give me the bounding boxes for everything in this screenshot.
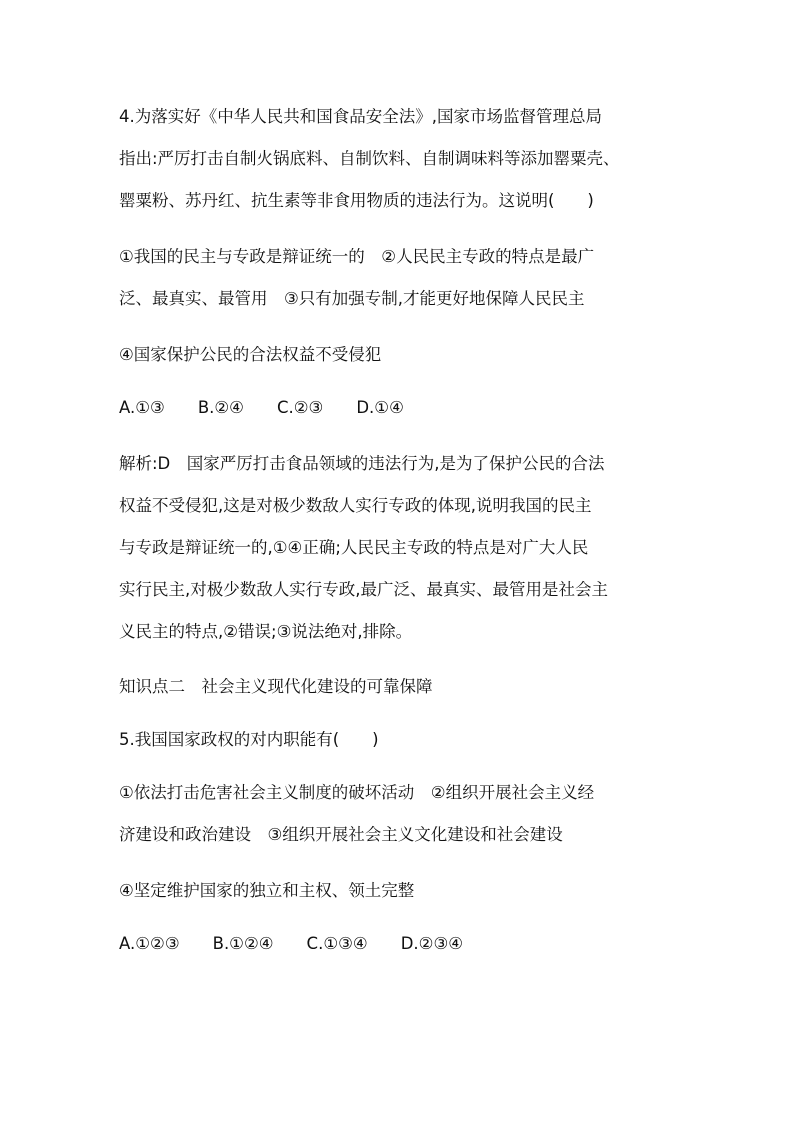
question-4-analysis-line-5: 义民主的特点,②错误;③说法绝对,排除。 <box>119 622 413 641</box>
section-heading: 知识点二 社会主义现代化建设的可靠保障 <box>119 677 433 696</box>
question-4-stem-line-1: 4.为落实好《中华人民共和国食品安全法》,国家市场监督管理总局 <box>119 107 602 126</box>
question-4-analysis-line-1: 解析:D 国家严厉打击食品领域的违法行为,是为了保护公民的合法 <box>119 454 605 473</box>
question-4-stem-line-2: 指出:严厉打击自制火锅底料、自制饮料、自制调味料等添加罂粟壳、 <box>119 149 620 168</box>
question-5-statement-line-1: ①依法打击危害社会主义制度的破坏活动 ②组织开展社会主义经 <box>119 783 595 802</box>
question-5-stem: 5.我国国家政权的对内职能有( ) <box>119 730 379 749</box>
question-4-statement-line-1: ①我国的民主与专政是辩证统一的 ②人民民主专政的特点是最广 <box>119 247 595 266</box>
question-4-analysis-line-3: 与专政是辩证统一的,①④正确;人民民主专政的特点是对广大人民 <box>119 538 589 557</box>
question-5-statement-line-2: 济建设和政治建设 ③组织开展社会主义文化建设和社会建设 <box>119 825 563 844</box>
question-5-statement-line-3: ④坚定维护国家的独立和主权、领土完整 <box>119 881 415 900</box>
question-5-options: A.①②③ B.①②④ C.①③④ D.②③④ <box>119 934 464 953</box>
question-4-stem-line-3: 罂粟粉、苏丹红、抗生素等非食用物质的违法行为。这说明( ) <box>119 191 594 210</box>
question-4-statement-line-2: 泛、最真实、最管用 ③只有加强专制,才能更好地保障人民民主 <box>119 289 585 308</box>
question-4-analysis-line-4: 实行民主,对极少数敌人实行专政,最广泛、最真实、最管用是社会主 <box>119 580 608 599</box>
question-4-options: A.①③ B.②④ C.②③ D.①④ <box>119 398 404 417</box>
question-4-analysis-line-2: 权益不受侵犯,这是对极少数敌人实行专政的体现,说明我国的民主 <box>119 496 592 515</box>
question-4-statement-line-3: ④国家保护公民的合法权益不受侵犯 <box>119 345 382 364</box>
